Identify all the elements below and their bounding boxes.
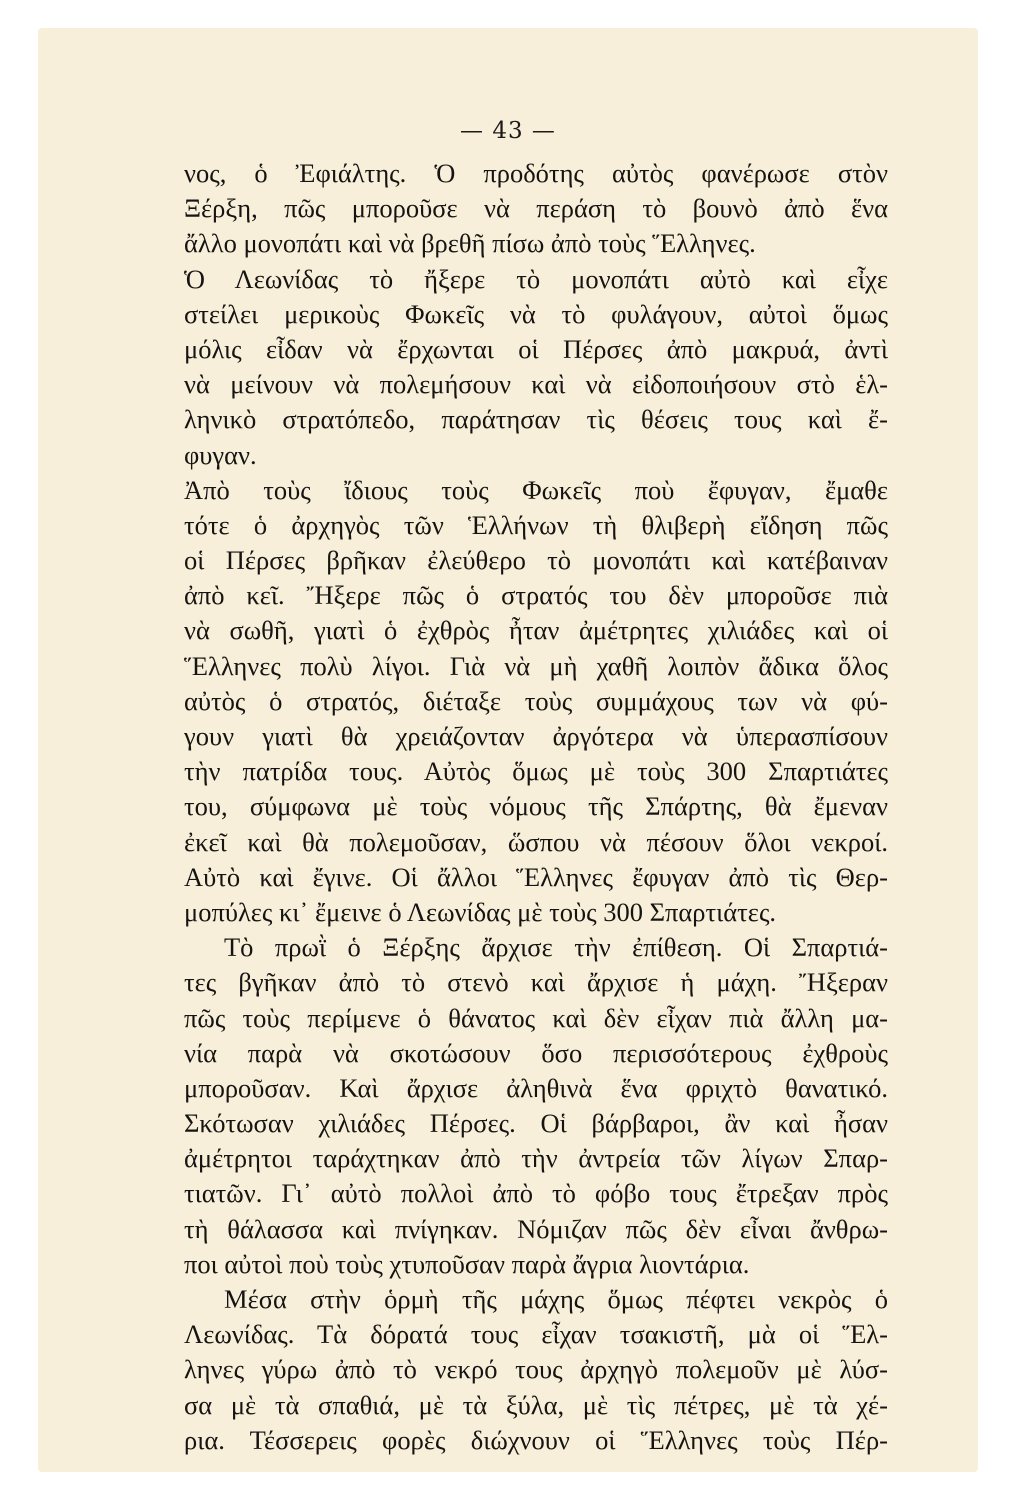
text-line: στείλει μερικοὺς Φωκεῖς νὰ τὸ φυλάγουν, αὐτοὶ ὅμως bbox=[184, 298, 888, 329]
text-line: Ξέρξη, πῶς μποροῦσε νὰ περάση τὸ βουνὸ ἀπὸ ἕνα bbox=[184, 193, 888, 224]
text-line: ἐκεῖ καὶ θὰ πολεμοῦσαν, ὥσπου νὰ πέσουν ὅλοι νεκροί. bbox=[184, 826, 888, 857]
text-line: μποροῦσαν. Καὶ ἄρχισε ἀληθινὰ ἕνα φριχτὸ θανατικό. bbox=[184, 1072, 888, 1103]
text-line: νία παρὰ νὰ σκοτώσουν ὅσο περισσότερους ἐχθροὺς bbox=[184, 1037, 888, 1068]
text-line: τες βγῆκαν ἀπὸ τὸ στενὸ καὶ ἄρχισε ἡ μάχη. Ἤξεραν bbox=[184, 967, 888, 998]
text-line: νος, ὁ Ἐφιάλτης. Ὁ προδότης αὐτὸς φανέρωσε στὸν bbox=[184, 158, 888, 188]
text-line: Αὐτὸ καὶ ἔγινε. Οἱ ἄλλοι Ἕλληνες ἔφυγαν ἀπὸ τὶς Θερ- bbox=[184, 861, 888, 892]
text-line: τότε ὁ ἀρχηγὸς τῶν Ἑλλήνων τὴ θλιβερὴ εἴδηση πῶς bbox=[184, 509, 888, 540]
text-line: οἱ Πέρσες βρῆκαν ἐλεύθερο τὸ μονοπάτι καὶ κατέβαιναν bbox=[184, 545, 888, 576]
text-line: Ἀπὸ τοὺς ἴδιους τοὺς Φωκεῖς ποὺ ἔφυγαν, ἔμαθε bbox=[184, 474, 888, 505]
text-line: Μέσα στὴν ὁρμὴ τῆς μάχης ὅμως πέφτει νεκρὸς ὁ bbox=[224, 1284, 888, 1314]
text-line: τὴ θάλασσα καὶ πνίγηκαν. Νόμιζαν πῶς δὲν εἶναι ἄνθρω- bbox=[184, 1213, 888, 1244]
text-line: τιατῶν. Γι᾽ αὐτὸ πολλοὶ ἀπὸ τὸ φόβο τους ἔτρεξαν πρὸς bbox=[184, 1178, 888, 1209]
text-line: μοπύλες κι᾽ ἔμεινε ὁ Λεωνίδας μὲ τοὺς 300 Σπαρτιάτες. bbox=[184, 896, 777, 927]
text-line: νὰ σωθῆ, γιατὶ ὁ ἐχθρὸς ἦταν ἀμέτρητες χιλιάδες καὶ οἱ bbox=[184, 615, 888, 646]
text-line: ἀπὸ κεῖ. Ἤξερε πῶς ὁ στρατός του δὲν μποροῦσε πιὰ bbox=[184, 580, 888, 611]
text-line: Ὁ Λεωνίδας τὸ ἤξερε τὸ μονοπάτι αὐτὸ καὶ εἶχε bbox=[184, 263, 888, 294]
text-line: Σκότωσαν χιλιάδες Πέρσες. Οἱ βάρβαροι, ἂν καὶ ἦσαν bbox=[184, 1108, 888, 1139]
text-line: φυγαν. bbox=[184, 439, 257, 470]
text-line: γουν γιατὶ θὰ χρειάζονταν ἀργότερα νὰ ὑπερασπίσουν bbox=[184, 721, 888, 751]
text-line: Λεωνίδας. Τὰ δόρατά τους εἶχαν τσακιστῆ, μὰ οἱ Ἕλ- bbox=[184, 1319, 888, 1350]
text-line: αὐτὸς ὁ στρατός, διέταξε τοὺς συμμάχους των νὰ φύ- bbox=[184, 685, 888, 716]
text-line: Τὸ πρωῒ ὁ Ξέρξης ἄρχισε τὴν ἐπίθεση. Οἱ Σπαρτιά- bbox=[224, 932, 888, 963]
text-line: ἀμέτρητοι ταράχτηκαν ἀπὸ τὴν ἀντρεία τῶν λίγων Σπαρ- bbox=[184, 1143, 888, 1174]
text-line: ληνικὸ στρατόπεδο, παράτησαν τὶς θέσεις τους καὶ ἔ- bbox=[184, 404, 888, 435]
page-number: — 43 — bbox=[460, 118, 556, 144]
text-line: τὴν πατρίδα τους. Αὐτὸς ὅμως μὲ τοὺς 300 Σπαρτιάτες bbox=[184, 756, 888, 787]
text-line: ἄλλο μονοπάτι καὶ νὰ βρεθῆ πίσω ἀπὸ τοὺς Ἕλληνες. bbox=[184, 228, 756, 259]
text-line: σα μὲ τὰ σπαθιά, μὲ τὰ ξύλα, μὲ τὶς πέτρες, μὲ τὰ χέ- bbox=[184, 1389, 888, 1420]
text-line: πῶς τοὺς περίμενε ὁ θάνατος καὶ δὲν εἶχαν πιὰ ἄλλη μα- bbox=[184, 1002, 888, 1033]
text-line: νὰ μείνουν νὰ πολεμήσουν καὶ νὰ εἰδοποιήσουν στὸ ἑλ- bbox=[184, 369, 888, 400]
text-line: ποι αὐτοὶ ποὺ τοὺς χτυποῦσαν παρὰ ἄγρια λιοντάρια. bbox=[184, 1248, 750, 1279]
text-line: ληνες γύρω ἀπὸ τὸ νεκρό τους ἀρχηγὸ πολεμοῦν μὲ λύσ- bbox=[184, 1354, 888, 1385]
book-page bbox=[38, 28, 978, 1472]
text-line: μόλις εἶδαν νὰ ἔρχωνται οἱ Πέρσες ἀπὸ μακρυά, ἀντὶ bbox=[184, 333, 888, 364]
text-line: του, σύμφωνα μὲ τοὺς νόμους τῆς Σπάρτης, θὰ ἔμεναν bbox=[184, 791, 888, 822]
body-text bbox=[184, 156, 888, 1458]
text-line: Ἕλληνες πολὺ λίγοι. Γιὰ νὰ μὴ χαθῆ λοιπὸν ἄδικα ὅλος bbox=[184, 650, 888, 681]
text-line: ρια. Τέσσερεις φορὲς διώχνουν οἱ Ἕλληνες τοὺς Πέρ- bbox=[184, 1424, 888, 1455]
